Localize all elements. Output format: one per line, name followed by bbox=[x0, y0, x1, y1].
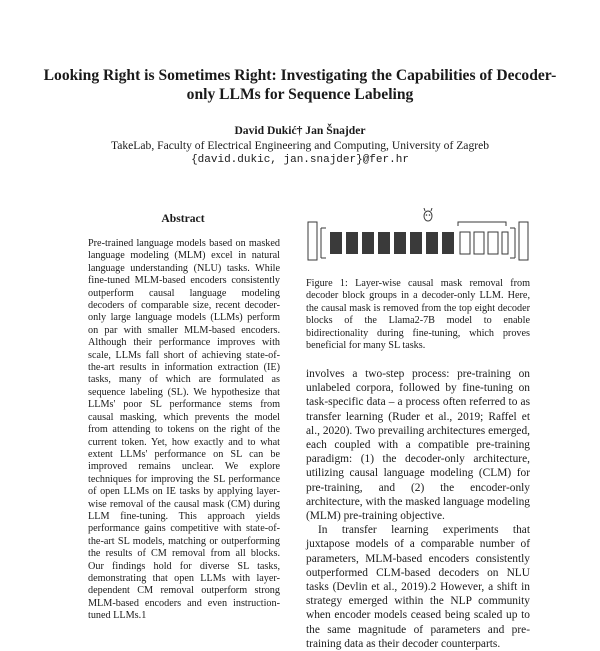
body-paragraph-1: involves a two-step process: pre-training on unlabeled corpora, followed by fine-tuning on task-specific data – a process often referred to as transfer learning (Ruder et al., 2019; Raffel et al., 2020). Two prevailing architectures emerged, each coupled with a compatible pre-training paradigm: (1) the decoder-only architecture, utilizing causal language modeling (CLM) for pre-training, and (2) the encoder-only architecture, with the masked language modeling (MLM) pre-training objective. bbox=[306, 368, 530, 523]
unmasked-group-bracket bbox=[458, 222, 506, 226]
causal-mask-diagram bbox=[306, 208, 530, 264]
author-emails: {david.dukic, jan.snajder}@fer.hr bbox=[191, 154, 409, 166]
stack-bracket-left bbox=[321, 228, 326, 258]
abstract-heading: Abstract bbox=[161, 212, 205, 225]
affiliation: TakeLab, Faculty of Electrical Engineering and Computing, University of Zagreb bbox=[110, 139, 490, 152]
author-names: David Dukić† Jan Šnajder bbox=[234, 124, 366, 137]
llama-icon bbox=[424, 208, 432, 221]
unmasked-decoder-blocks bbox=[460, 232, 508, 254]
introduction-text bbox=[306, 367, 530, 651]
masked-decoder-blocks bbox=[330, 232, 454, 254]
input-block bbox=[308, 222, 317, 260]
output-block bbox=[519, 222, 528, 260]
author-block bbox=[40, 123, 560, 168]
body-paragraph-2: In transfer learning experiments that juxtapose models of a comparable number of parameters, MLM-based encoders consistently outperformed CLM-based decoders on NLU tasks (Devlin et al., 2019).2 However, a shift in strategy emerged within the NLP community when encoder models ceased being scaled up to the same magnitude of parameters and pre-training data as their decoder counterparts. bbox=[306, 524, 530, 650]
figure-1 bbox=[306, 208, 530, 264]
stack-bracket-right bbox=[510, 228, 515, 258]
paper-title: Looking Right is Sometimes Right: Investigating the Capabilities of Decoder-only LLMs for Sequence Labeling bbox=[43, 67, 557, 103]
figure-caption: Figure 1: Layer-wise causal mask removal from decoder block groups in a decoder-only LLM. Here, the causal mask is removed from the top eight decoder blocks of the Llama2-7B model to enable bidirectionality during fine-tuning, which proves beneficial for many SL tasks. bbox=[306, 278, 530, 352]
abstract-text: Pre-trained language models based on masked language modeling (MLM) excel in natural language understanding (NLU) tasks. While fine-tuned MLM-based encoders consistently outperform causal language modeling decoders of comparable size, recent decoder-only large language models (LLMs) perform on par with smaller MLM-based encoders. Although their performance improves with scale, LLMs fall short of achieving state-of-the-art results in information extraction (IE) tasks, many of which are formulated as sequence labeling (SL). We hypothesize that LLMs' poor SL performance stems from causal masking, which prevents the model from attending to tokens on the right of the current token. Yet, how exactly and to what extent LLMs' performance on SL can be improved remains unclear. We explore techniques for improving the SL performance of open LLMs on IE tasks by applying layer-wise removal of the causal mask (CM) during LLM fine-tuning. This approach yields performance gains competitive with state-of-the-art SL models, matching or outperforming the results of CM removal from all blocks. Our findings hold for diverse SL tasks, demonstrating that open LLMs with layer-dependent CM removal outperform strong MLM-based encoders and even instruction-tuned LLMs.1 bbox=[88, 238, 280, 622]
